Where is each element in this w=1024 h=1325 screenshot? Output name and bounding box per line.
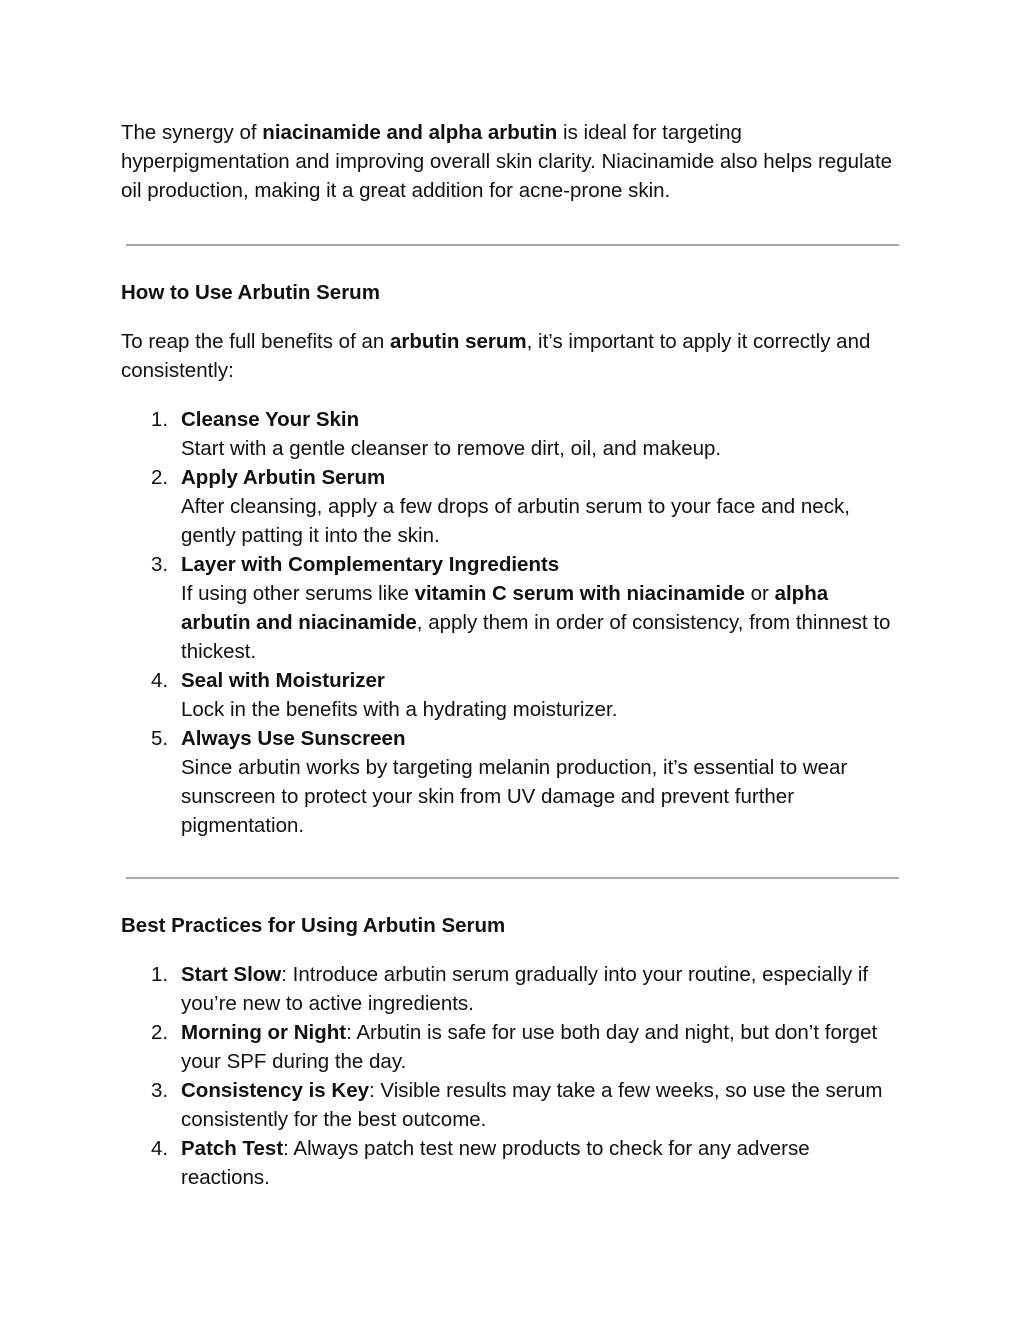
how-to-steps-list: [121, 405, 901, 840]
lead-bold-1: arbutin serum: [389, 330, 527, 353]
step-desc-text: If using other serums like: [181, 582, 415, 605]
step-desc-text: or: [744, 582, 775, 605]
list-item: [121, 463, 901, 550]
tip-title: Start Slow: [181, 963, 282, 986]
tip-number: 4.: [151, 1137, 169, 1160]
tip-text: : Introduce arbutin serum gradually into your routine, especially if you’re new to active ingredients.: [181, 963, 869, 1015]
list-item: [121, 1076, 901, 1134]
step-desc-bold: alpha arbutin and niacinamide: [181, 582, 829, 634]
step-title: Seal with Moisturizer: [181, 669, 385, 692]
tip-text: : Always patch test new products to check for any adverse reactions.: [181, 1137, 810, 1189]
step-number: 4.: [151, 669, 169, 692]
list-item: [121, 405, 901, 463]
tip-number: 3.: [151, 1079, 169, 1102]
step-description: [181, 579, 901, 666]
step-title: Apply Arbutin Serum: [181, 466, 386, 489]
list-item: [121, 1018, 901, 1076]
how-to-lead-paragraph: [121, 327, 901, 385]
step-description: After cleansing, apply a few drops of arbutin serum to your face and neck, gently patting it into the skin.: [181, 495, 850, 547]
step-title: Layer with Complementary Ingredients: [181, 553, 560, 576]
intro-paragraph: [121, 118, 901, 205]
list-item: [121, 960, 901, 1018]
tip-number: 2.: [151, 1021, 169, 1044]
section-divider: [126, 877, 899, 879]
step-description: Since arbutin works by targeting melanin production, it’s essential to wear sunscreen to protect your skin from UV damage and prevent further pigmentation.: [181, 756, 848, 837]
lead-text-1: To reap the full benefits of an: [121, 330, 390, 353]
how-to-heading: How to Use Arbutin Serum: [121, 281, 380, 304]
section-divider: [126, 244, 899, 246]
step-number: 2.: [151, 466, 169, 489]
best-practices-heading: Best Practices for Using Arbutin Serum: [121, 914, 506, 937]
best-practices-list: [121, 960, 901, 1192]
tip-title: Morning or Night: [181, 1021, 347, 1044]
list-item: [121, 724, 901, 840]
step-desc-text: , apply them in order of consistency, from thinnest to thickest.: [181, 611, 891, 663]
lead-text-2: , it’s important to apply it correctly and consistently:: [121, 330, 871, 382]
step-title: Cleanse Your Skin: [181, 408, 360, 431]
tip-title: Patch Test: [181, 1137, 284, 1160]
list-item: [121, 666, 901, 724]
step-number: 1.: [151, 408, 169, 431]
tip-number: 1.: [151, 963, 169, 986]
step-description: Start with a gentle cleanser to remove dirt, oil, and makeup.: [181, 437, 722, 460]
step-title: Always Use Sunscreen: [181, 727, 406, 750]
intro-bold-1: niacinamide and alpha arbutin: [262, 121, 558, 144]
step-desc-bold: vitamin C serum with niacinamide: [414, 582, 745, 605]
list-item: [121, 550, 901, 666]
intro-text-1: The synergy of: [121, 121, 263, 144]
tip-text: : Visible results may take a few weeks, so use the serum consistently for the best outcome.: [181, 1079, 883, 1131]
tip-title: Consistency is Key: [181, 1079, 369, 1102]
step-number: 3.: [151, 553, 169, 576]
document-page: [121, 118, 901, 1192]
step-number: 5.: [151, 727, 169, 750]
intro-text-2: is ideal for targeting hyperpigmentation and improving overall skin clarity. Niacinamide also helps regulate oil production, making it a great addition for acne-prone skin.: [121, 121, 893, 202]
list-item: [121, 1134, 901, 1192]
step-description: Lock in the benefits with a hydrating moisturizer.: [181, 698, 618, 721]
tip-text: : Arbutin is safe for use both day and night, but don’t forget your SPF during the day.: [181, 1021, 878, 1073]
